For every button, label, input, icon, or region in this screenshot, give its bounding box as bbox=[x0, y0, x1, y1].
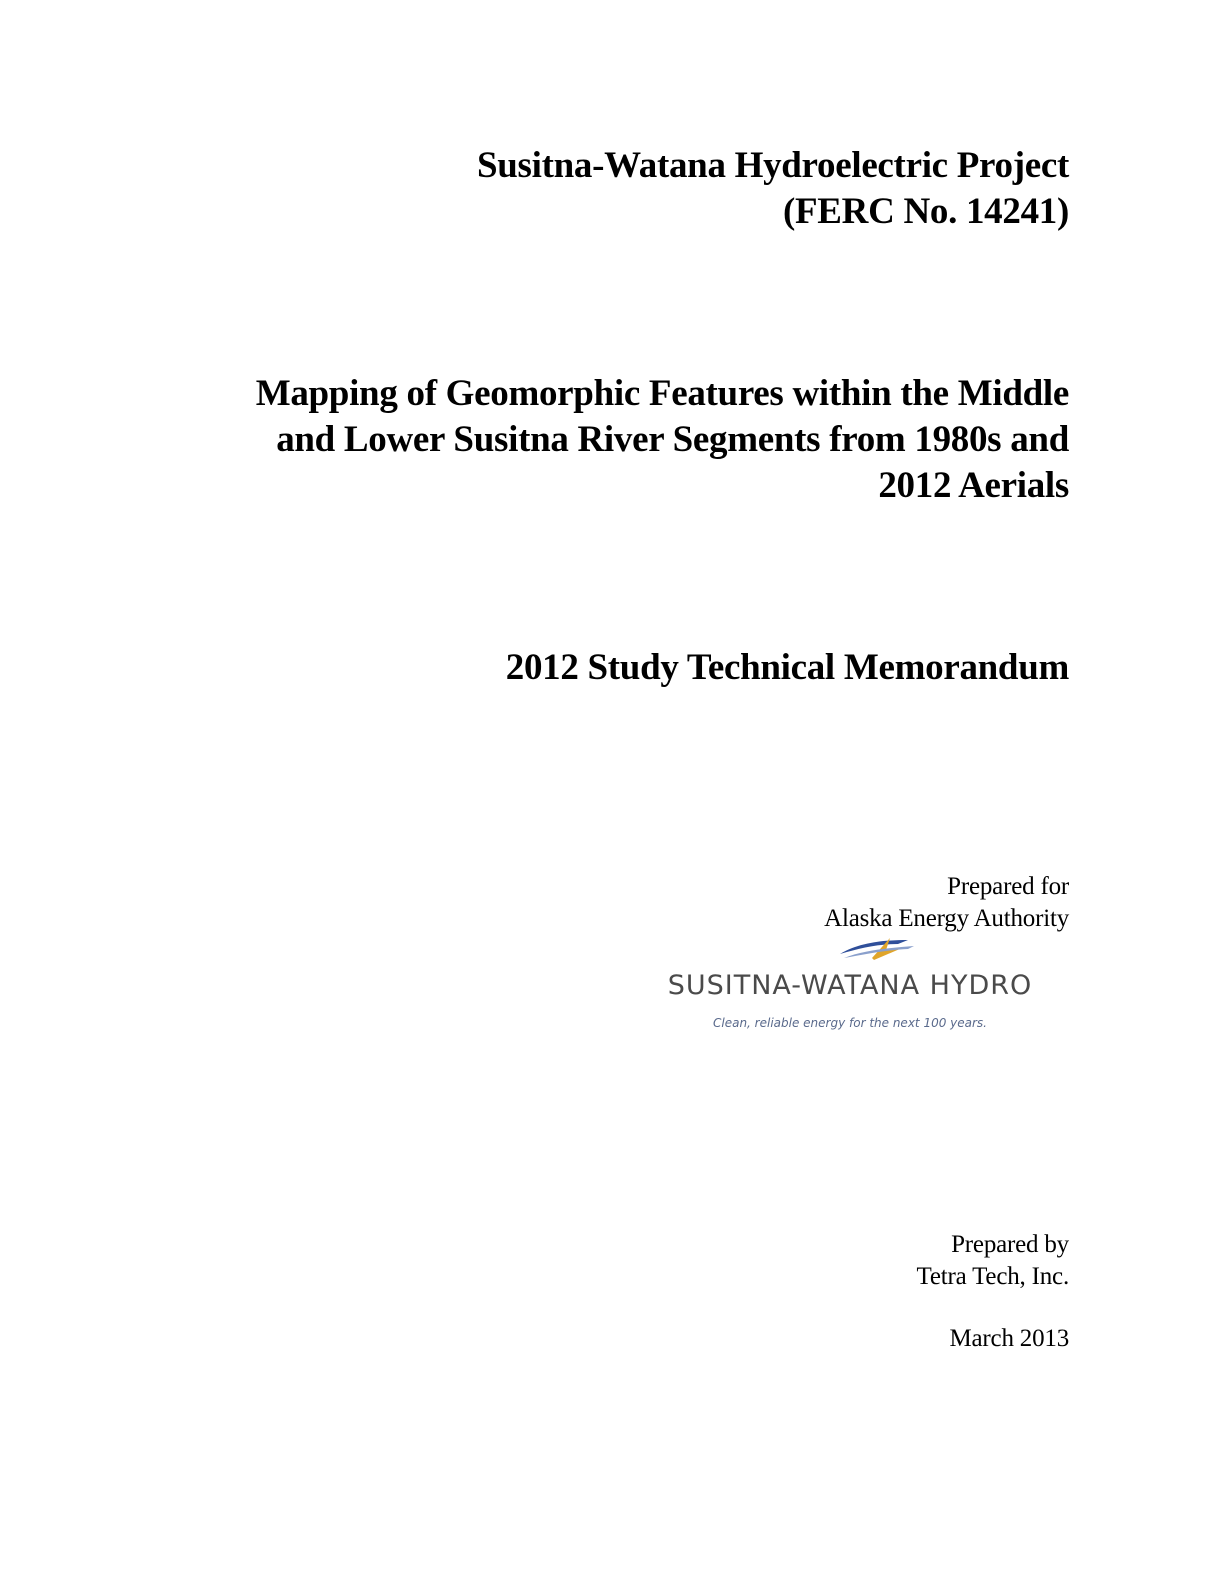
project-title-line-2: (FERC No. 14241) bbox=[782, 191, 1069, 232]
memo-title-line-3: 2012 Aerials bbox=[878, 465, 1069, 506]
memo-title-line-2: and Lower Susitna River Segments from 1980s and bbox=[276, 419, 1069, 460]
memo-type bbox=[506, 645, 1069, 691]
prepared-by-label: Prepared by bbox=[951, 1231, 1069, 1258]
project-title bbox=[477, 143, 1069, 235]
prepared-for-block bbox=[824, 871, 1069, 935]
date-block bbox=[950, 1323, 1070, 1355]
swoosh-icon bbox=[838, 932, 918, 962]
project-title-line-1: Susitna-Watana Hydroelectric Project bbox=[476, 145, 1069, 186]
prepared-for-name: Alaska Energy Authority bbox=[824, 905, 1069, 932]
memo-title bbox=[256, 371, 1069, 509]
memo-title-line-1: Mapping of Geomorphic Features within the Middle bbox=[255, 373, 1069, 414]
memo-type-text: 2012 Study Technical Memorandum bbox=[505, 647, 1069, 688]
prepared-by-name: Tetra Tech, Inc. bbox=[916, 1263, 1069, 1290]
logo-name: SUSITNA-WATANA HYDRO bbox=[667, 970, 1033, 1001]
prepared-by-block bbox=[917, 1229, 1069, 1293]
report-date: March 2013 bbox=[949, 1325, 1069, 1352]
prepared-for-label: Prepared for bbox=[947, 873, 1069, 900]
logo-tagline: Clean, reliable energy for the next 100 years. bbox=[713, 1016, 987, 1030]
susitna-watana-hydro-logo bbox=[638, 932, 1062, 1042]
